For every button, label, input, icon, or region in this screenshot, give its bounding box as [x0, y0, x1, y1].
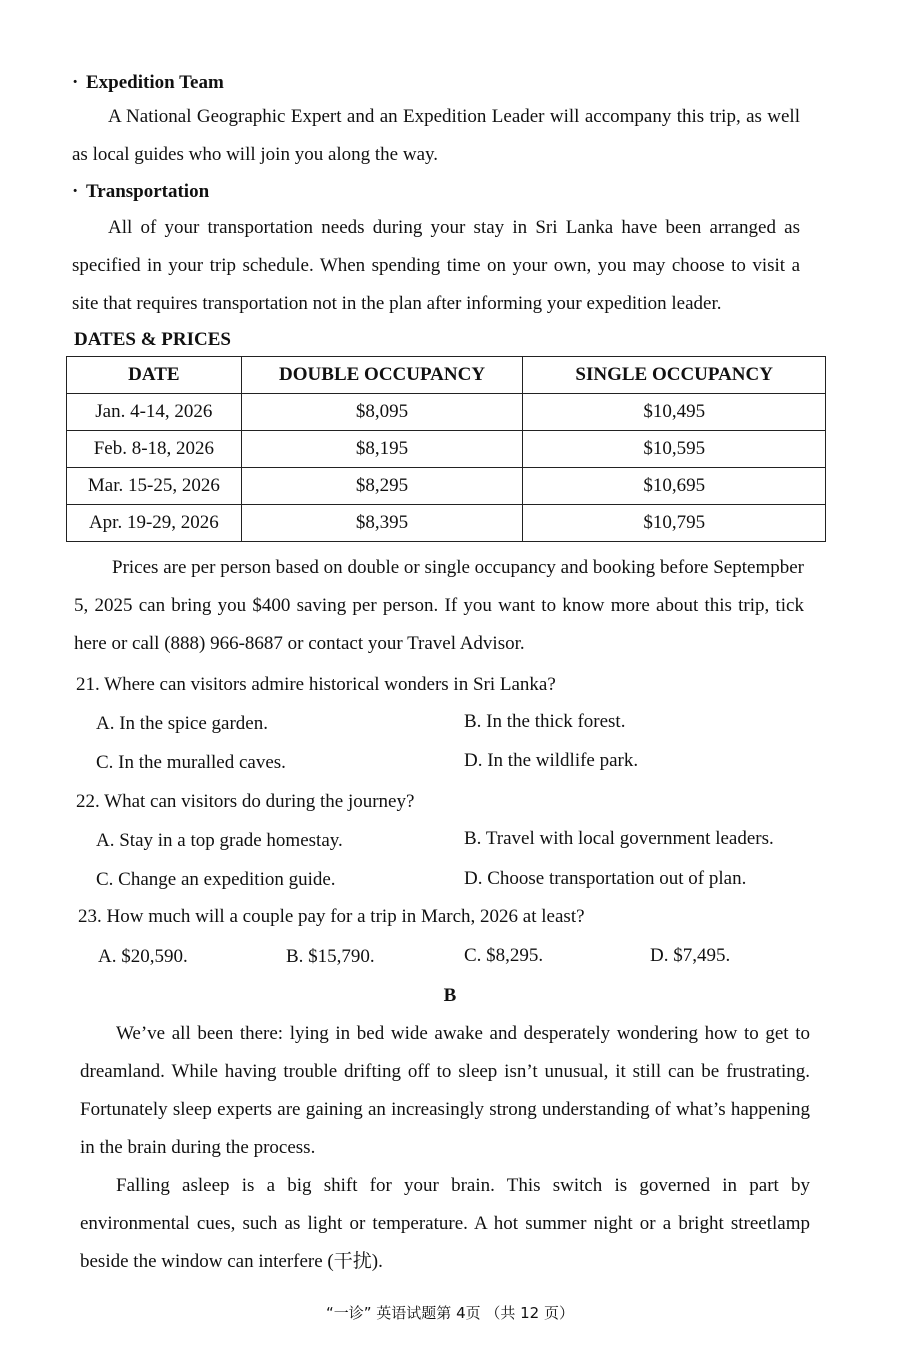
section-b-label: B — [443, 985, 457, 1006]
table-row — [67, 505, 826, 542]
table-cell-double: $8,395 — [241, 505, 523, 542]
price-table — [66, 356, 826, 542]
question-23-option-c: C. $8,295. — [464, 945, 544, 966]
table-cell-single: $10,595 — [523, 431, 826, 468]
question-21-option-c: C. In the muralled caves. — [96, 752, 286, 773]
price-note-paragraph: Prices are per person based on double or single occupancy and booking before Septempber 5, 2025 can bring you $400 saving per person. If you want to know more about this trip, tick here or call (888) 966-8687 or contact your Travel Advisor. — [74, 557, 804, 654]
table-cell-single: $10,695 — [523, 468, 826, 505]
question-21-option-d: D. In the wildlife park. — [464, 750, 639, 771]
bullet-icon: · — [72, 72, 79, 93]
table-cell-date: Mar. 15-25, 2026 — [67, 468, 242, 505]
question-21-stem: 21. Where can visitors admire historical wonders in Sri Lanka? — [76, 674, 556, 695]
question-22-option-c: C. Change an expedition guide. — [96, 869, 336, 890]
question-23-option-d: D. $7,495. — [650, 945, 731, 966]
table-row — [67, 431, 826, 468]
transportation-paragraph: All of your transportation needs during your stay in Sri Lanka have been arranged as specified in your trip schedule. When spending time on your own, you may choose to visit a site that requires transportation not in the plan after informing your expedition leader. — [72, 217, 800, 314]
question-23-stem: 23. How much will a couple pay for a trip in March, 2026 at least? — [78, 906, 585, 927]
table-cell-double: $8,095 — [241, 394, 523, 431]
column-header-double: DOUBLE OCCUPANCY — [241, 357, 523, 394]
table-header-row — [67, 357, 826, 394]
table-cell-date: Apr. 19-29, 2026 — [67, 505, 242, 542]
question-23-option-a: A. $20,590. — [98, 946, 188, 967]
section-b-paragraph-1: We’ve all been there: lying in bed wide awake and desperately wondering how to get to dreamland. While having trouble drifting off to sleep isn’t unusual, it still can be frustrating. Fortunately sleep experts are gaining an increasingly strong understanding of what’s happening in the brain during the process. — [80, 1023, 810, 1158]
question-22-stem: 22. What can visitors do during the journey? — [76, 791, 415, 812]
column-header-single: SINGLE OCCUPANCY — [523, 357, 826, 394]
table-cell-single: $10,795 — [523, 505, 826, 542]
question-22-option-d: D. Choose transportation out of plan. — [464, 868, 747, 889]
question-23-option-b: B. $15,790. — [286, 946, 375, 967]
transportation-heading — [72, 181, 209, 203]
table-cell-date: Feb. 8-18, 2026 — [67, 431, 242, 468]
question-22-option-a: A. Stay in a top grade homestay. — [96, 830, 343, 851]
bullet-icon: · — [72, 181, 79, 202]
table-cell-date: Jan. 4-14, 2026 — [67, 394, 242, 431]
expedition-paragraph: A National Geographic Expert and an Expedition Leader will accompany this trip, as well as local guides who will join you along the way. — [72, 106, 800, 165]
expedition-heading — [72, 72, 224, 94]
question-21-option-b: B. In the thick forest. — [464, 711, 626, 732]
question-21-option-a: A. In the spice garden. — [96, 713, 268, 734]
column-header-date: DATE — [67, 357, 242, 394]
expedition-heading-text: Expedition Team — [86, 72, 224, 93]
question-22-option-b: B. Travel with local government leaders. — [464, 828, 774, 849]
page-footer: “一诊” 英语试题第 4页 （共 12 页） — [325, 1304, 574, 1322]
price-table-wrapper — [66, 356, 826, 542]
dates-prices-heading: DATES & PRICES — [74, 329, 231, 350]
table-row — [67, 394, 826, 431]
table-cell-single: $10,495 — [523, 394, 826, 431]
table-cell-double: $8,295 — [241, 468, 523, 505]
table-cell-double: $8,195 — [241, 431, 523, 468]
table-row — [67, 468, 826, 505]
transportation-heading-text: Transportation — [86, 181, 210, 202]
section-b-paragraph-2: Falling asleep is a big shift for your brain. This switch is governed in part by environmental cues, such as light or temperature. A hot summer night or a bright streetlamp beside the window can interfere (干扰). — [80, 1175, 810, 1272]
